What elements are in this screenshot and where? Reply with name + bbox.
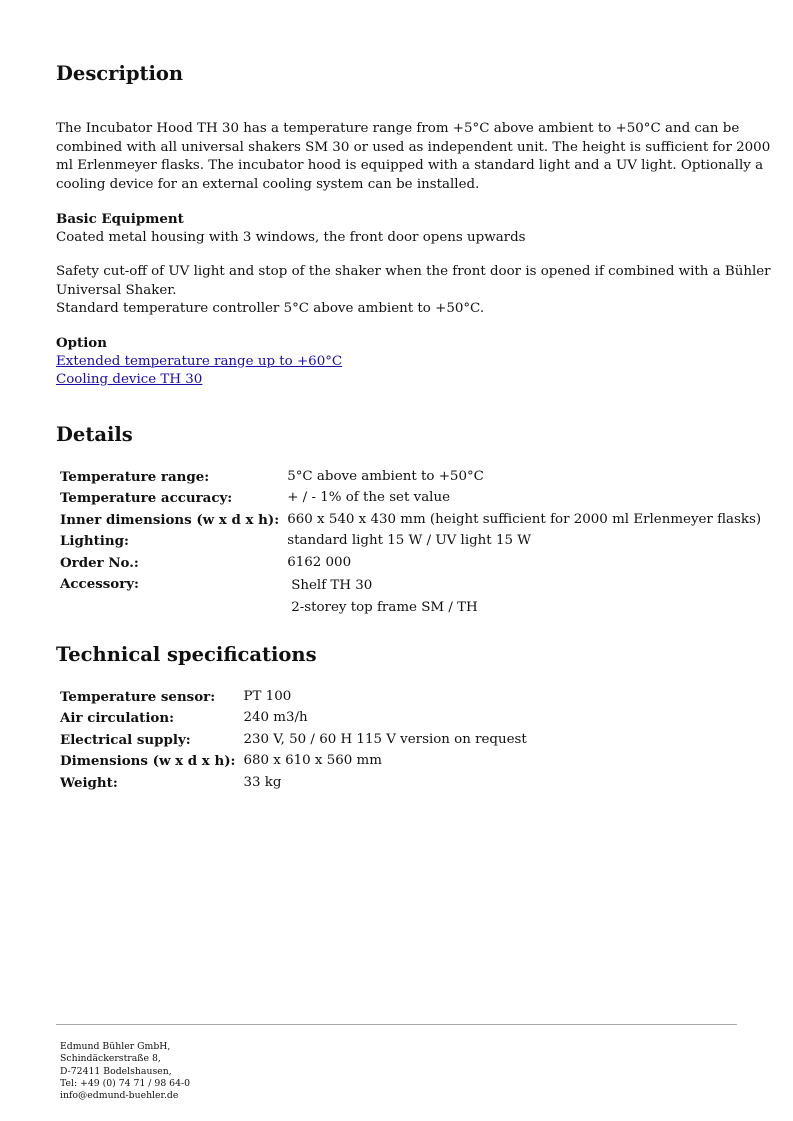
safety-line: Safety cut-off of UV light and stop of the shaker when the front door is opened if combined with a Bühler <box>56 264 771 279</box>
option-link-extended-temperature[interactable]: Extended temperature range up to +60°C <box>56 353 343 369</box>
footer-line: D-72411 Bodelshausen, <box>60 1065 172 1077</box>
footer-address <box>60 1041 190 1102</box>
specs-heading: Technical specifications <box>56 643 317 666</box>
basic-equipment-title: Basic Equipment <box>56 211 184 227</box>
table-row <box>56 574 765 621</box>
safety-line: Universal Shaker. <box>56 282 177 298</box>
option-section <box>56 334 737 390</box>
spec-label: Air circulation: <box>60 710 175 726</box>
table-row <box>56 772 531 794</box>
spec-value: 33 kg <box>243 774 282 790</box>
footer-divider <box>56 1024 737 1025</box>
description-intro <box>56 120 771 194</box>
spec-value: 240 m3/h <box>243 710 308 725</box>
table-row <box>56 488 765 510</box>
specs-table <box>56 686 531 794</box>
accessory-item: Shelf TH 30 <box>291 578 373 593</box>
details-heading: Details <box>56 423 133 446</box>
intro-line: ml Erlenmeyer flasks. The incubator hood is equipped with a standard light and a UV light. Optionally a <box>56 158 764 173</box>
detail-value: + / - 1% of the set value <box>287 490 451 505</box>
option-title: Option <box>56 335 107 351</box>
accessory-label: Accessory: <box>60 576 140 592</box>
table-row <box>56 686 531 708</box>
spec-label: Electrical supply: <box>60 731 191 748</box>
intro-line: combined with all universal shakers SM 30 or used as independent unit. The height is sufficient for 2000 <box>56 139 771 155</box>
spec-value: 230 V, 50 / 60 H 115 V version on request <box>243 731 527 747</box>
spec-label: Temperature sensor: <box>60 688 216 705</box>
table-row <box>56 531 765 553</box>
spec-value: 680 x 610 x 560 mm <box>243 753 382 768</box>
table-row <box>56 552 765 574</box>
spec-value: PT 100 <box>243 688 292 704</box>
spec-label: Weight: <box>60 774 118 791</box>
table-row <box>56 729 531 751</box>
option-link-cooling-device[interactable]: Cooling device TH 30 <box>56 372 203 387</box>
accessory-list <box>283 574 765 621</box>
detail-label: Lighting: <box>60 533 129 549</box>
footer-line: Tel: +49 (0) 74 71 / 98 64-0 <box>60 1077 191 1089</box>
intro-line: cooling device for an external cooling system can be installed. <box>56 176 480 192</box>
footer-line: Schindäckerstraße 8, <box>60 1053 161 1065</box>
details-table <box>56 466 765 621</box>
basic-equipment-text: Coated metal housing with 3 windows, the front door opens upwards <box>56 229 526 245</box>
accessory-item: 2-storey top frame SM / TH <box>291 600 478 615</box>
detail-label: Order No.: <box>60 554 139 571</box>
table-row <box>56 466 765 488</box>
basic-equipment-section <box>56 210 737 247</box>
table-row <box>56 708 531 730</box>
description-heading: Description <box>56 62 184 85</box>
detail-label: Temperature range: <box>60 468 210 485</box>
table-row <box>56 751 531 773</box>
detail-label: Temperature accuracy: <box>60 490 233 506</box>
detail-value: standard light 15 W / UV light 15 W <box>287 533 532 548</box>
safety-line: Standard temperature controller 5°C above ambient to +50°C. <box>56 301 485 316</box>
table-row <box>56 509 765 531</box>
detail-value: 5°C above ambient to +50°C <box>287 468 484 484</box>
detail-value: 6162 000 <box>287 554 352 570</box>
intro-line: The Incubator Hood TH 30 has a temperature range from +5°C above ambient to +50°C and can be <box>56 121 740 136</box>
detail-label: Inner dimensions (w x d x h): <box>60 511 280 528</box>
footer-line: Edmund Bühler GmbH, <box>60 1041 171 1052</box>
safety-section <box>56 263 771 319</box>
spec-label: Dimensions (w x d x h): <box>60 753 236 769</box>
detail-value: 660 x 540 x 430 mm (height sufficient for 2000 ml Erlenmeyer flasks) <box>287 511 762 527</box>
footer-line: info@edmund-buehler.de <box>60 1090 179 1102</box>
